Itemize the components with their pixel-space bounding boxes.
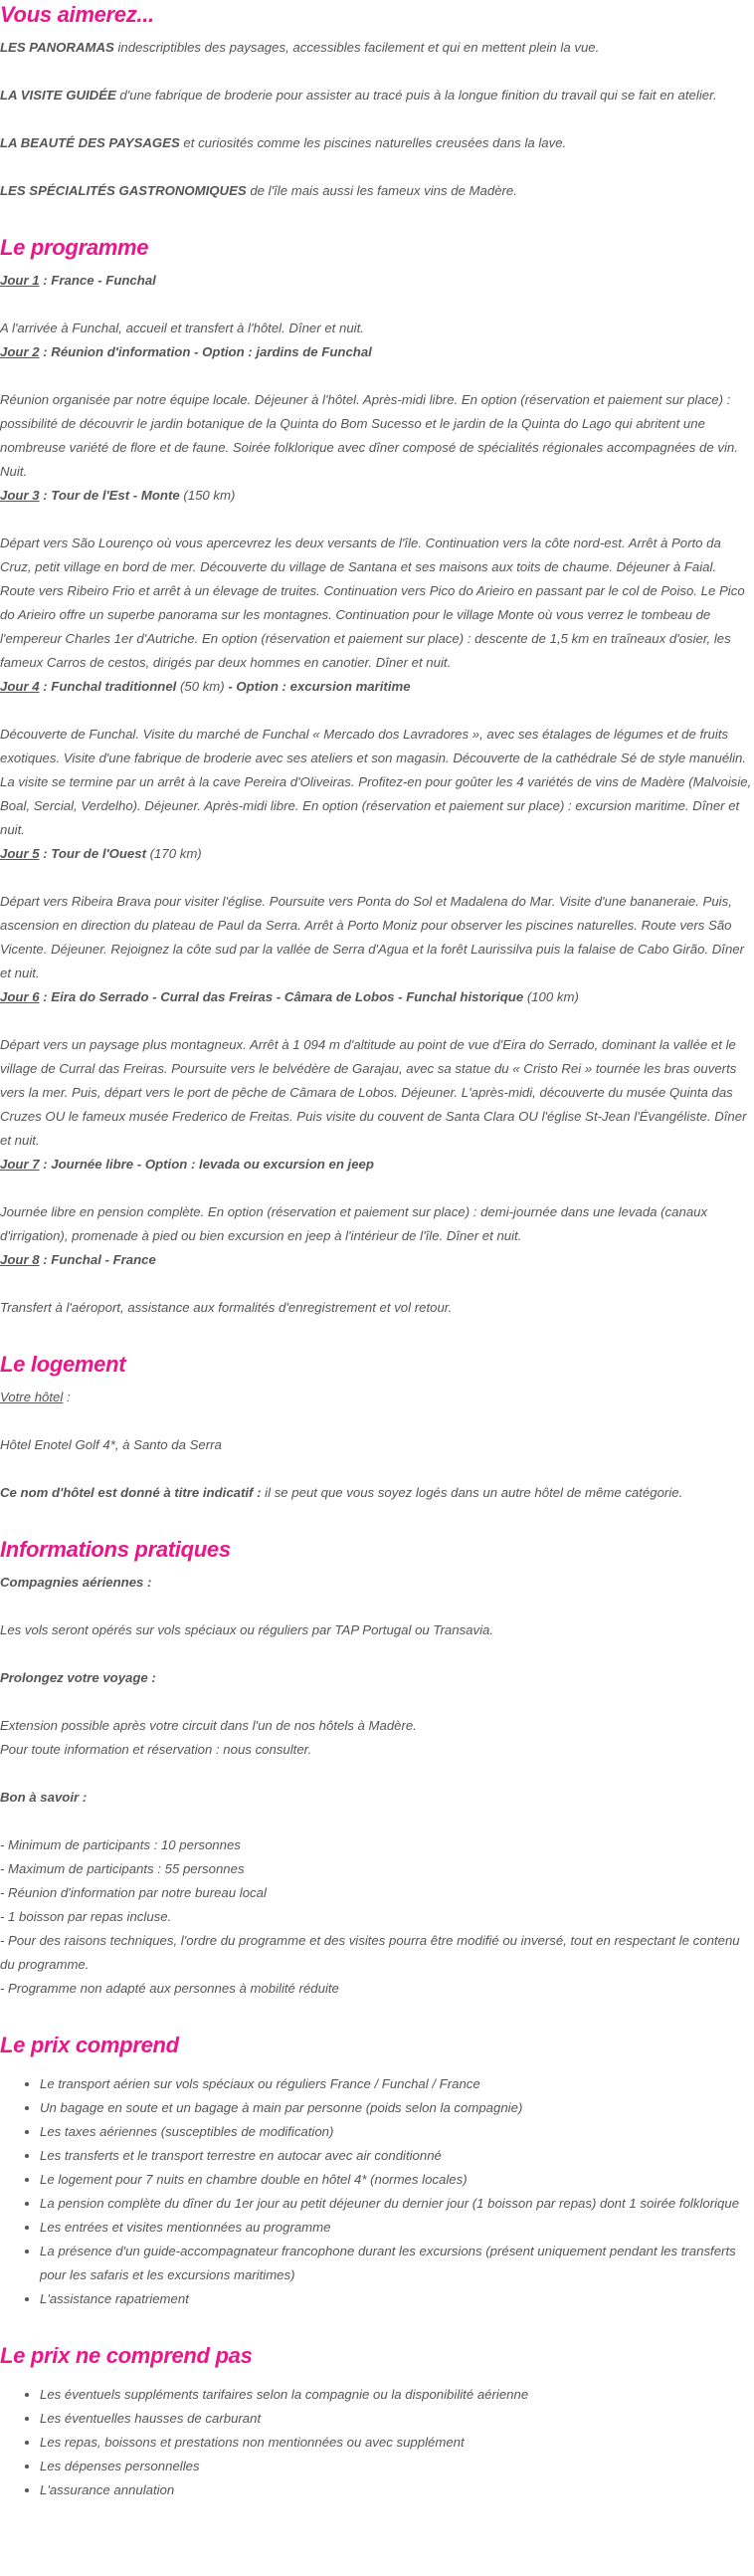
day-heading: Jour 3 : Tour de l'Est - Monte (150 km): [0, 488, 236, 503]
day-label: Jour 8: [0, 1252, 40, 1267]
list-item: • Le logement pour 7 nuits en chambre double en hôtel 4* (normes locales): [40, 2168, 754, 2192]
day-label: Jour 3: [0, 488, 40, 503]
section-title-aimerez: Vous aimerez...: [0, 2, 154, 27]
hotel-name: Hôtel Enotel Golf 4*, à Santo da Serra: [0, 1437, 222, 1452]
day-label: Jour 6: [0, 989, 40, 1004]
airlines-text: Les vols seront opérés sur vols spéciaux ou réguliers par TAP Portugal ou Transavia.: [0, 1622, 493, 1637]
section-aimerez: [0, 0, 754, 203]
day-label: Jour 1: [0, 273, 40, 288]
aimerez-item: LES PANORAMAS indescriptibles des paysages, accessibles facilement et qui en mettent plein la vue.: [0, 40, 600, 55]
day-text: Réunion organisée par notre équipe locale. Déjeuner à l'hôtel. Après-midi libre. En option (réservation et paiement sur place) : possibilité de découvrir le jardin botanique de la Quinta do Bom Sucesso et le jardin de la Quinta do Lago qui abritent une nombreuse variété de flore et de faune. Soirée folklorique avec dîner composé de spécialités régionales accompagnées de vin. Nuit.: [0, 392, 738, 479]
day-text: Journée libre en pension complète. En option (réservation et paiement sur place) : demi-journée dans une levada (canaux d'irrigation), promenade à pied ou bien excursion en jeep à l'intérieur de l'île. Dîner et nuit.: [0, 1204, 708, 1243]
section-title-ne-comprend: Le prix ne comprend pas: [0, 2343, 253, 2368]
list-item: • L'assistance rapatriement: [40, 2287, 754, 2311]
aimerez-item: LA BEAUTÉ DES PAYSAGES et curiosités comme les piscines naturelles creusées dans la lave.: [0, 135, 567, 150]
prolong-line: Extension possible après votre circuit dans l'un de nos hôtels à Madère.: [0, 1718, 417, 1733]
hotel-note: Ce nom d'hôtel est donné à titre indicatif : il se peut que vous soyez logés dans un autre hôtel de même catégorie.: [0, 1485, 683, 1500]
list-item: • Les taxes aériennes (susceptibles de modification): [40, 2120, 754, 2144]
day-heading: Jour 4 : Funchal traditionnel (50 km) - Option : excursion maritime: [0, 679, 411, 694]
hotel-label: Votre hôtel :: [0, 1390, 71, 1404]
bon-label: Bon à savoir :: [0, 1790, 88, 1805]
section-ne-comprend: [0, 2341, 754, 2502]
day-heading: Jour 5 : Tour de l'Ouest (170 km): [0, 846, 202, 861]
prolong-label: Prolongez votre voyage :: [0, 1670, 156, 1685]
list-item: • La pension complète du dîner du 1er jour au petit déjeuner du dernier jour (1 boisson par repas) dont 1 soirée folklorique: [40, 2192, 754, 2216]
list-item: • Les entrées et visites mentionnées au programme: [40, 2216, 754, 2240]
ne-comprend-list: [0, 2383, 754, 2502]
list-item: • L'assurance annulation: [40, 2478, 754, 2502]
section-title-programme: Le programme: [0, 235, 149, 260]
bon-line: - Minimum de participants : 10 personnes: [0, 1837, 241, 1852]
bon-line: - Maximum de participants : 55 personnes: [0, 1861, 245, 1876]
day-text: Départ vers São Lourenço où vous apercevrez les deux versants de l'île. Continuation vers la côte nord-est. Arrêt à Porto da Cruz, petit village en bord de mer. Découverte du village de Santana et ses maisons aux toits de chaume. Déjeuner à Faial. Route vers Ribeiro Frio et arrêt à un élevage de truites. Continuation vers Pico do Arieiro en passant par le col de Poiso. Le Pico do Arieiro offre un superbe panorama sur les montagnes. Continuation pour le village Monte où vous verrez le tombeau de l'empereur Charles 1er d'Autriche. En option (réservation et paiement sur place) : descente de 1,5 km en traîneaux d'osier, les fameux Carros de cestos, dirigés par deux hommes en canotier. Dîner et nuit.: [0, 536, 745, 670]
bon-line: - Pour des raisons techniques, l'ordre du programme et des visites pourra être modifié ou inversé, tout en respectant le contenu du programme.: [0, 1933, 740, 1972]
list-item: • Les repas, boissons et prestations non mentionnées ou avec supplément: [40, 2431, 754, 2455]
day-label: Jour 4: [0, 679, 40, 694]
bon-line: - 1 boisson par repas incluse.: [0, 1909, 172, 1924]
aimerez-item: LA VISITE GUIDÉE d'une fabrique de broderie pour assister au tracé puis à la longue finition du travail qui se fait en atelier.: [0, 88, 717, 103]
section-comprend: [0, 2031, 754, 2311]
list-item: • Les éventuels suppléments tarifaires selon la compagnie ou la disponibilité aérienne: [40, 2383, 754, 2407]
day-label: Jour 5: [0, 846, 40, 861]
day-heading: Jour 1 : France - Funchal: [0, 273, 156, 288]
day-text: A l'arrivée à Funchal, accueil et transfert à l'hôtel. Dîner et nuit.: [0, 321, 364, 335]
prolong-line: Pour toute information et réservation : nous consulter.: [0, 1742, 312, 1757]
airlines-label: Compagnies aériennes :: [0, 1575, 152, 1590]
day-label: Jour 7: [0, 1157, 40, 1172]
comprend-list: [0, 2072, 754, 2311]
day-text: Découverte de Funchal. Visite du marché de Funchal « Mercado dos Lavradores », avec ses étalages de légumes et de fruits exotiques. Visite d'une fabrique de broderie avec ses ateliers et son magasin. Découverte de la cathédrale Sé de style manuélin. La visite se termine par un arrêt à la cave Pereira d'Oliveiras. Profitez-en pour goûter les 4 variétés de vins de Madère (Malvoisie, Boal, Sercial, Verdelho). Déjeuner. Après-midi libre. En option (réservation et paiement sur place) : excursion maritime. Dîner et nuit.: [0, 727, 752, 837]
list-item: • Un bagage en soute et un bagage à main par personne (poids selon la compagnie): [40, 2096, 754, 2120]
day-heading: Jour 7 : Journée libre - Option : levada ou excursion en jeep: [0, 1157, 374, 1172]
list-item: • La présence d'un guide-accompagnateur francophone durant les excursions (présent uniquement pendant les transferts pour les safaris et les excursions maritimes): [40, 2240, 754, 2287]
day-text: Départ vers un paysage plus montagneux. Arrêt à 1 094 m d'altitude au point de vue d'Eira do Serrado, dominant la vallée et le village de Curral das Freiras. Poursuite vers le belvédère de Garajau, avec sa statue du « Cristo Rei » tournée les bras ouverts vers la mer. Puis, départ vers le port de pêche de Câmara de Lobos. Déjeuner. L'après-midi, découverte du musée Quinta das Cruzes OU le fameux musée Frederico de Freitas. Puis visite du couvent de Santa Clara OU l'église St-Jean l'Évangéliste. Dîner et nuit.: [0, 1037, 747, 1148]
day-text: Transfert à l'aéroport, assistance aux formalités d'enregistrement et vol retour.: [0, 1300, 453, 1315]
list-item: • Les éventuelles hausses de carburant: [40, 2407, 754, 2431]
list-item: • Les dépenses personnelles: [40, 2455, 754, 2478]
section-logement: [0, 1350, 754, 1505]
aimerez-item: LES SPÉCIALITÉS GASTRONOMIQUES de l'île mais aussi les fameux vins de Madère.: [0, 183, 517, 198]
day-text: Départ vers Ribeira Brava pour visiter l'église. Poursuite vers Ponta do Sol et Madalena do Mar. Visite d'une bananeraie. Puis, ascension en direction du plateau de Paul da Serra. Arrêt à Porto Moniz pour observer les piscines naturelles. Route vers São Vicente. Déjeuner. Rejoignez la côte sud par la vallée de Serra d'Agua et la forêt Laurissilva puis la falaise de Cabo Girão. Dîner et nuit.: [0, 894, 745, 980]
section-infos: [0, 1535, 754, 2001]
section-title-logement: Le logement: [0, 1352, 126, 1377]
section-title-comprend: Le prix comprend: [0, 2033, 179, 2057]
list-item: • Les transferts et le transport terrestre en autocar avec air conditionné: [40, 2144, 754, 2168]
day-heading: Jour 2 : Réunion d'information - Option : jardins de Funchal: [0, 344, 372, 359]
day-heading: Jour 8 : Funchal - France: [0, 1252, 156, 1267]
day-heading: Jour 6 : Eira do Serrado - Curral das Freiras - Câmara de Lobos - Funchal historique (100 km): [0, 989, 579, 1004]
bon-line: - Programme non adapté aux personnes à mobilité réduite: [0, 1981, 339, 1996]
bon-line: - Réunion d'information par notre bureau local: [0, 1885, 267, 1900]
section-title-infos: Informations pratiques: [0, 1537, 231, 1562]
list-item: • Le transport aérien sur vols spéciaux ou réguliers France / Funchal / France: [40, 2072, 754, 2096]
section-programme: [0, 233, 754, 1320]
day-label: Jour 2: [0, 344, 40, 359]
